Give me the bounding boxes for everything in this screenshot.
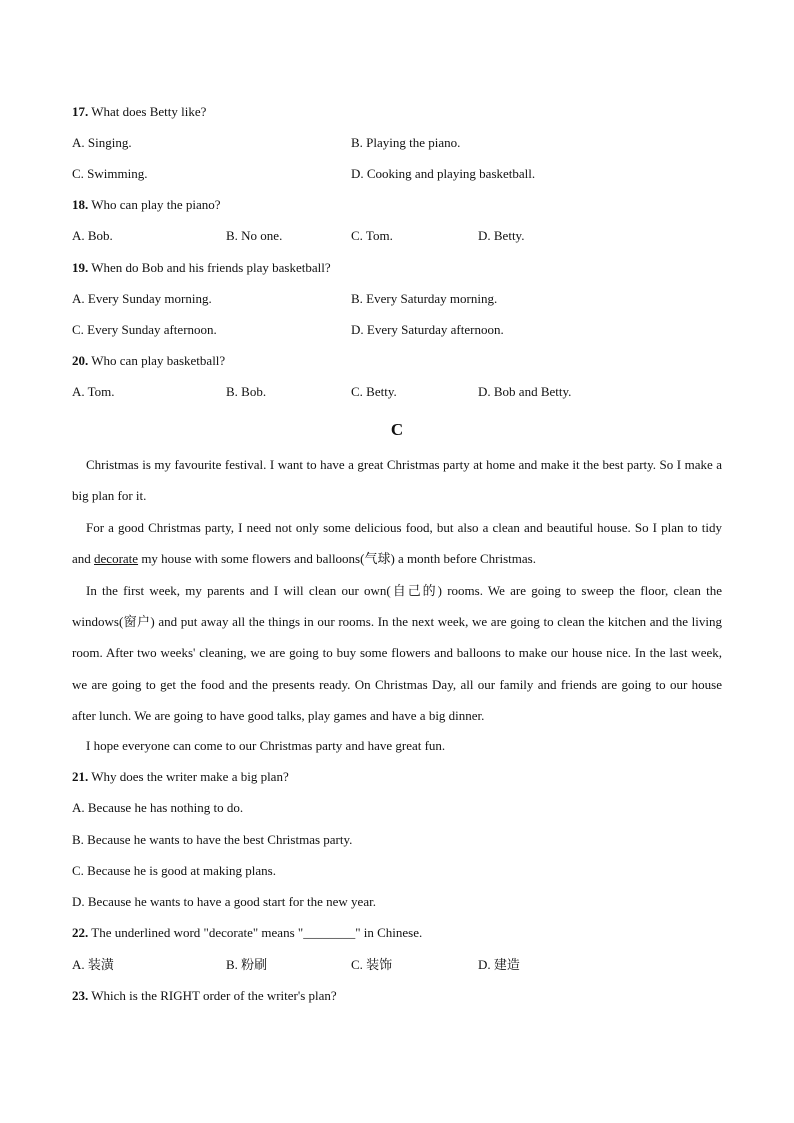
question-20 — [72, 352, 225, 370]
question-number: 18. — [72, 197, 89, 212]
option-d: D. Bob and Betty. — [478, 384, 572, 399]
question-text: Which is the RIGHT order of the writer's plan? — [88, 988, 337, 1003]
question-text: When do Bob and his friends play basketball? — [88, 260, 331, 275]
option-b: B. Every Saturday morning. — [351, 291, 498, 306]
passage-paragraph-4: I hope everyone can come to our Christmas party and have great fun. — [86, 738, 446, 753]
question-text: Who can play the piano? — [88, 197, 221, 212]
question-text: The underlined word "decorate" means "________" in Chinese. — [88, 925, 423, 940]
option-a: A. Bob. — [72, 228, 113, 243]
option-d: D. Betty. — [478, 228, 525, 243]
question-text: Who can play basketball? — [88, 353, 226, 368]
option-d: D. Every Saturday afternoon. — [351, 322, 504, 337]
question-17 — [72, 103, 206, 121]
option-c: C. Every Sunday afternoon. — [72, 322, 217, 337]
option-a: A. Because he has nothing to do. — [72, 800, 244, 815]
option-b: B. Bob. — [226, 384, 267, 399]
option-c: C. 装饰 — [351, 957, 393, 972]
question-text: What does Betty like? — [88, 104, 207, 119]
option-b: B. Playing the piano. — [351, 135, 461, 150]
paragraph-text: my house with some flowers and balloons(气球) a month before Christmas. — [138, 551, 536, 567]
option-c: C. Swimming. — [72, 166, 148, 181]
question-number: 21. — [72, 769, 89, 784]
option-b: B. 粉刷 — [226, 957, 268, 972]
option-a: A. 装潢 — [72, 957, 114, 972]
option-d: D. Because he wants to have a good start for the new year. — [72, 894, 376, 909]
question-22 — [72, 924, 422, 942]
passage-paragraph-1: Christmas is my favourite festival. I want to have a great Christmas party at home and make it the best party. So I make a big plan for it. — [72, 457, 722, 504]
option-d: D. 建造 — [478, 957, 520, 972]
option-c: C. Because he is good at making plans. — [72, 863, 276, 878]
passage-paragraph-3: In the first week, my parents and I will clean our own(自己的) rooms. We are going to sweep the floor, clean the windows(窗户) and put away all the things in our rooms. In the next week, we are going to clean the kitchen and the living room. After two weeks' cleaning, we are going to buy some flowers and balloons to make our house nice. In the last week, we are going to get the food and the presents ready. On Christmas Day, all our family and friends are going to our house after lunch. We are going to have good talks, play games and have a big dinner. — [72, 583, 722, 723]
question-text: Why does the writer make a big plan? — [88, 769, 289, 784]
option-b: B. Because he wants to have the best Christmas party. — [72, 832, 353, 847]
paragraph-text: For a good Christmas party, I need not only some delicious food, but also a clean and beautiful house. So I plan to tidy and — [72, 520, 722, 567]
question-number: 23. — [72, 988, 89, 1003]
passage-paragraph-2 — [72, 512, 722, 574]
question-number: 22. — [72, 925, 89, 940]
option-b: B. No one. — [226, 228, 283, 243]
option-d: D. Cooking and playing basketball. — [351, 166, 536, 181]
underlined-word: decorate — [94, 551, 139, 567]
question-number: 20. — [72, 353, 89, 368]
question-18 — [72, 196, 221, 214]
question-21 — [72, 768, 289, 786]
option-c: C. Betty. — [351, 384, 397, 399]
option-a: A. Singing. — [72, 135, 132, 150]
question-23 — [72, 987, 337, 1005]
question-number: 17. — [72, 104, 89, 119]
question-19 — [72, 259, 331, 277]
question-number: 19. — [72, 260, 89, 275]
option-a: A. Every Sunday morning. — [72, 291, 212, 306]
option-c: C. Tom. — [351, 228, 393, 243]
section-heading: C — [390, 420, 404, 439]
option-a: A. Tom. — [72, 384, 115, 399]
